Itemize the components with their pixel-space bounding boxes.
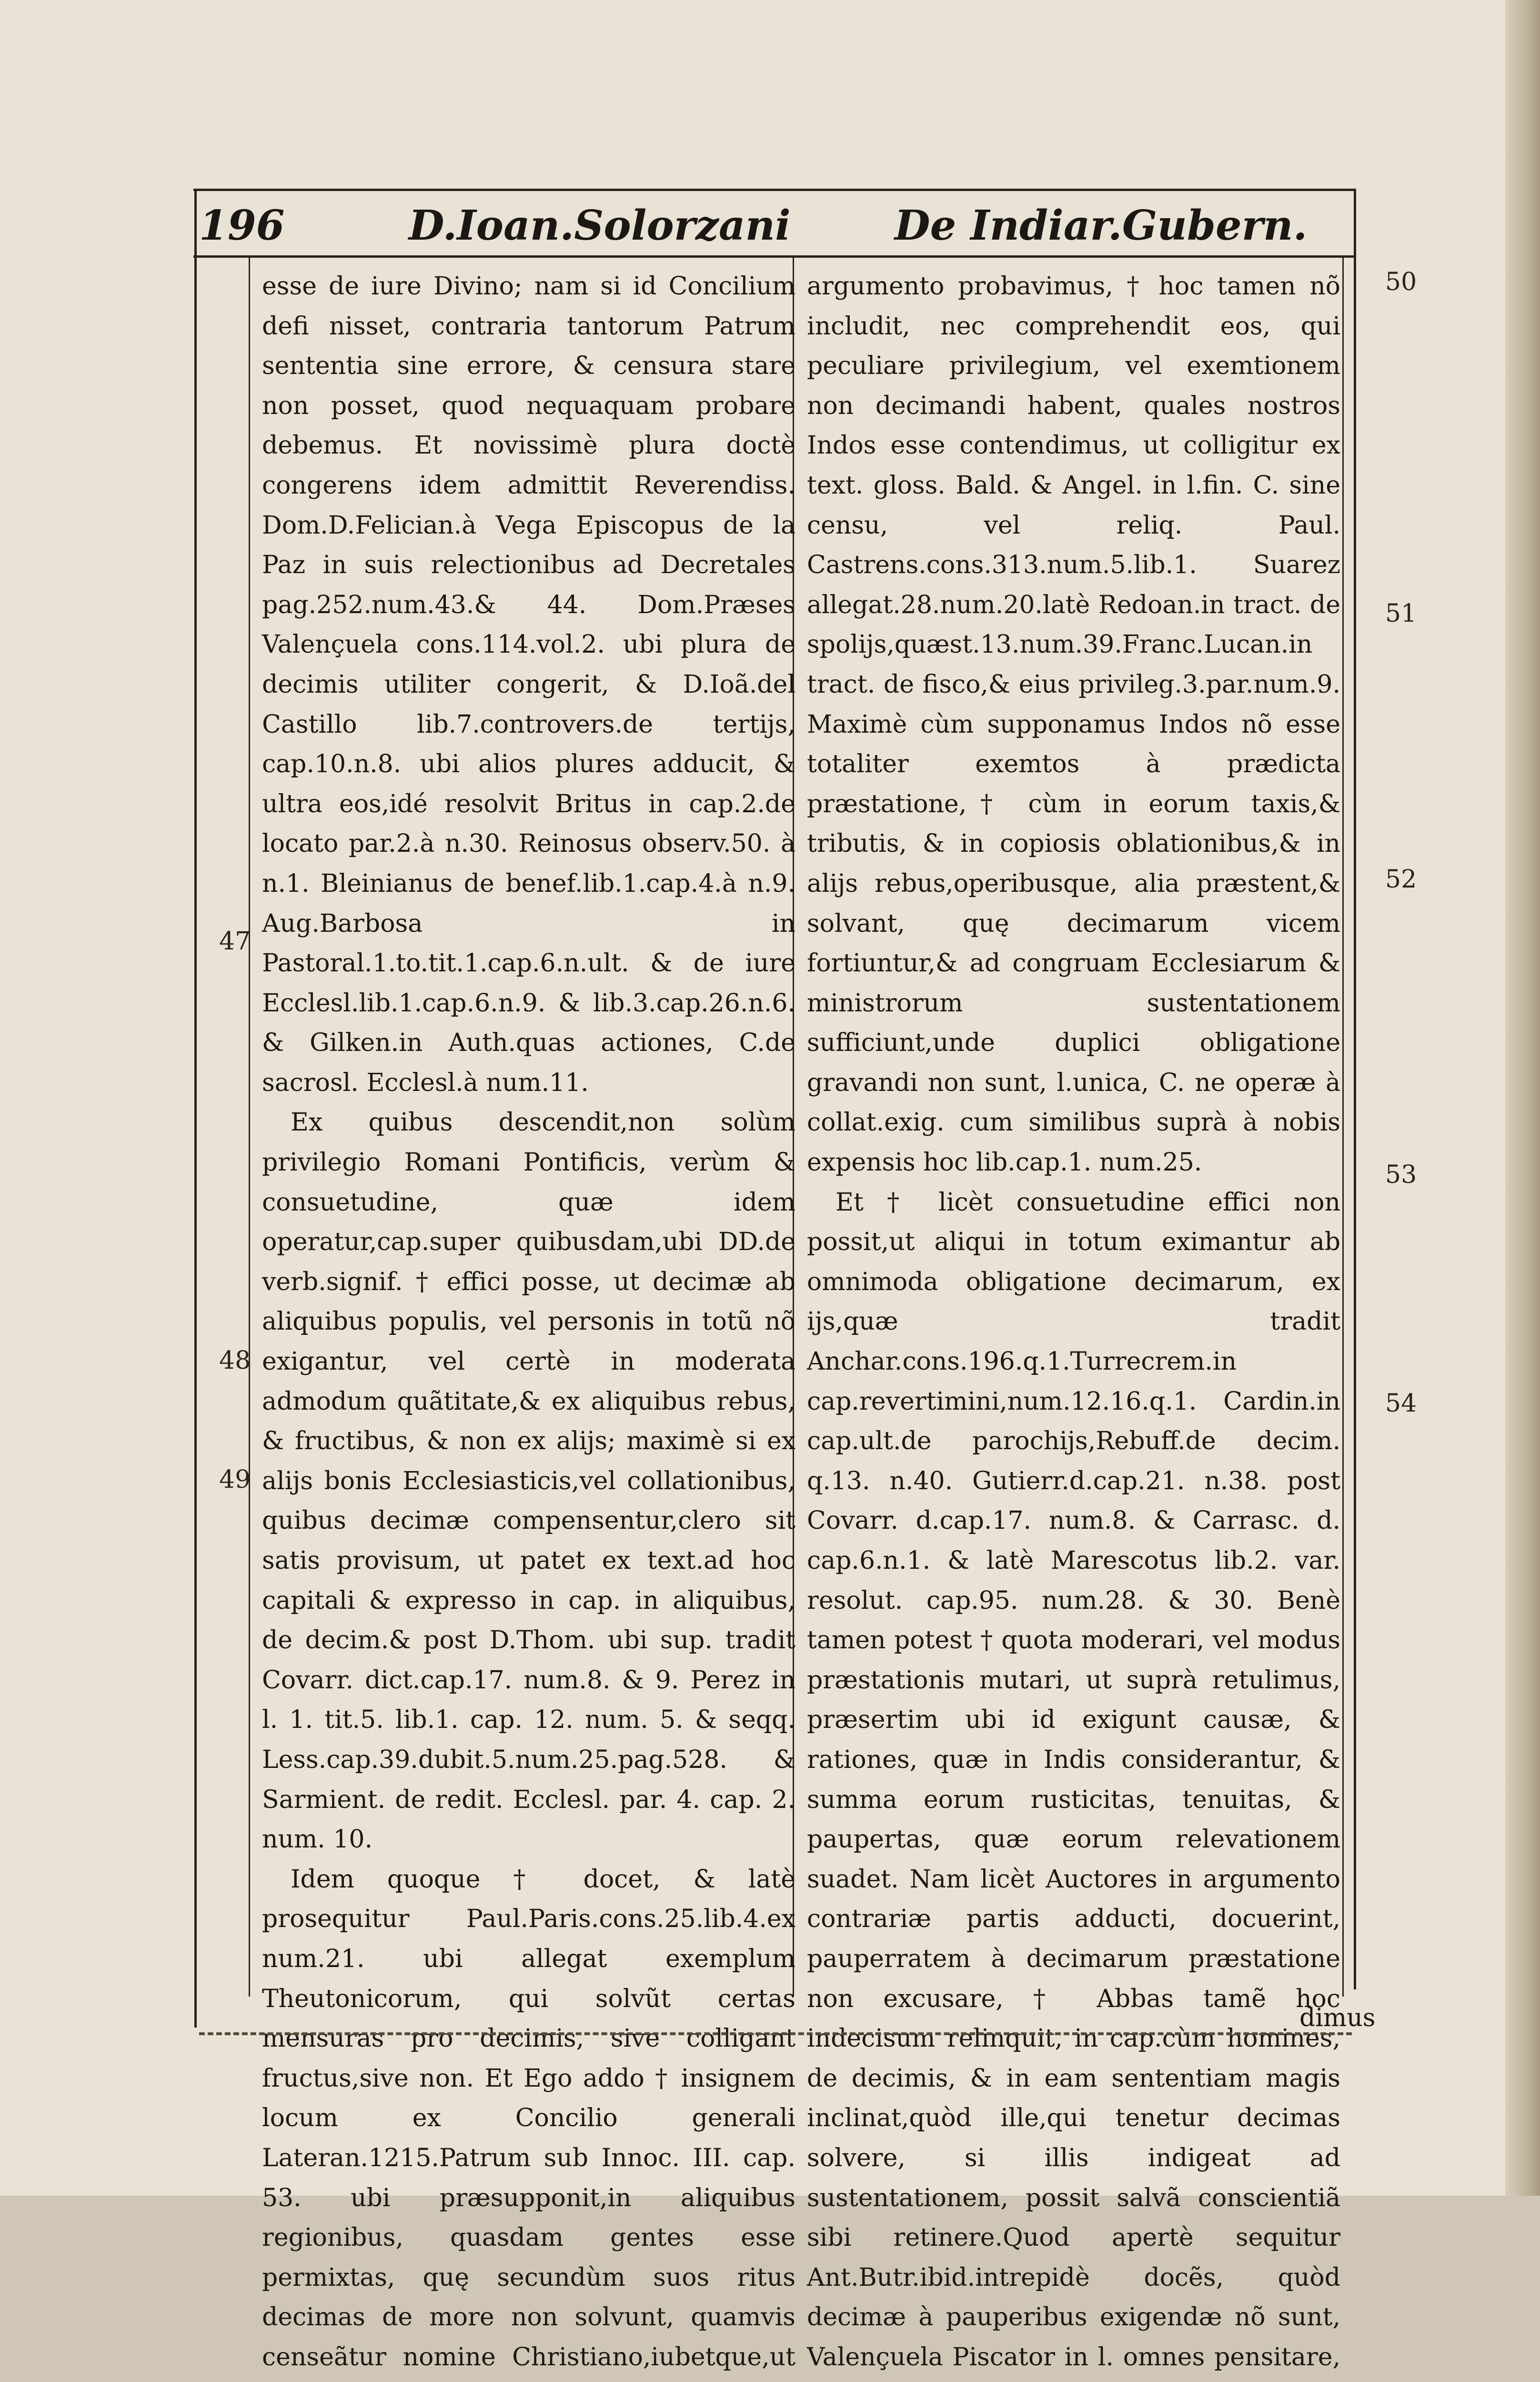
frame-left-rule	[194, 189, 197, 2028]
paragraph-text: Idem quoque † docet, & latè prosequitur Paul.Paris.cons.25.lib.4.ex num.21. ubi allegat exemplum Theutonicorum, qui solvũt certas mensuras pro decimis, sive colligant fructus,sive non. Et Ego addo † insignem locum ex Concilio generali Lateran.1215.Patrum sub Innoc. III. cap. 53. ubi præsupponit,in aliquibus regionibus, quasdam gentes esse permixtas, quę secundùm suos ritus decimas de more non solvunt, quamvis censeãtur nomine Christiano,iubetque,ut	[262, 1865, 795, 2372]
margin-number: 54	[1385, 1389, 1417, 1418]
right-column	[807, 267, 1340, 2382]
page-edge	[1505, 0, 1540, 2196]
running-head-author: D.Ioan.Solorzani	[409, 202, 791, 250]
page-number: 196	[199, 202, 285, 250]
bottom-dashed-rule	[199, 2032, 1352, 2035]
running-head-title: De Indiar.Gubern.	[895, 202, 1308, 250]
margin-number: 47	[219, 927, 251, 956]
paragraph: Et † licèt consuetudine effici non possit,ut aliqui in totum eximantur ab omnimoda obligatione decimarum, ex ijs,quæ tradit Anchar.cons.196.q.1.Turrecrem.in cap.revertimini,num.12.16.q.1. Cardin.in cap.ult.de parochijs,Rebuff.de decim. q.13. n.40. Gutierr.d.cap.21. n.38. post Covarr. d.cap.17. num.8. & Carrasc. d. cap.6.n.1. & latè Marescotus lib.2. var. resolut. cap.95. num.28. & 30. Benè tamen potest † quota moderari, vel modus præstationis mutari, ut suprà retulimus, præsertim ubi id exigunt causæ, & rationes, quæ in Indis considerantur, & summa eorum rusticitas, tenuitas, & paupertas, quæ eorum relevationem suadet. Nam licèt Auctores in argumento contrariæ partis adducti, docuerint, pauperratem à decimarum præstatione non excusare, † Abbas tamẽ hoc indecisum relinquit, in cap.cùm homines, de decimis, & in eam sententiam magis inclinat,quòd ille,qui tenetur decimas solvere, si illis indigeat ad sustentationem, possit salvã conscientiã sibi retinere.Quod apertè sequitur Ant.Butr.ibid.intrepidè docẽs, quòd decimæ à pauperibus exigendæ nõ sunt, Valençuela Piscator in l. omnes pensitare,	[807, 1188, 1340, 2372]
margin-number: 53	[1385, 1161, 1417, 1189]
printed-area	[190, 189, 1417, 2372]
margin-number: 50	[1385, 268, 1417, 296]
paragraph: Ex quibus descendit,non solùm privilegio Romani Pontificis, verùm & consuetudine, quæ idem operatur,cap.super quibusdam,ubi DD.de verb.signif. † effici posse, ut decimæ ab aliquibus populis, vel personis in totũ nõ exigantur, vel certè in moderata admodum quãtitate,& ex aliquibus rebus, & fructibus, & non ex alijs; maximè si ex alijs bonis Ecclesiasticis,vel collationibus, quibus decimæ compensentur,clero sit satis provisum, ut patet ex text.ad hoc capitali & expresso in cap. in aliquibus, de decim.& post D.Thom. ubi sup. tradit Covarr. dict.cap.17. num.8. & 9. Perez in l. 1. tit.5. lib.1. cap. 12. num. 5. & seqq. Less.cap.39.dubit.5.num.25.pag.528. & Sarmient. de redit. Ecclesl. par. 4. cap. 2. num. 10.	[262, 1108, 795, 1854]
margin-number: 49	[219, 1465, 251, 1494]
paragraph	[262, 1860, 795, 2382]
paragraph: argumento probavimus, † hoc tamen nõ includit, nec comprehendit eos, qui peculiare privilegium, vel exemtionem non decimandi habent, quales nostros Indos esse contendimus, ut colligitur ex text. gloss. Bald. & Angel. in l.fin. C. sine censu, vel reliq. Paul. Castrens.cons.313.num.5.lib.1. Suarez allegat.28.num.20.latè Redoan.in tract. de spolijs,quæst.13.num.39.Franc.Lucan.in tract. de fisco,& eius privileg.3.par.num.9. Maximè cùm supponamus Indos nõ esse totaliter exemtos à prædicta præstatione,† cùm in eorum taxis,& tributis, & in copiosis oblationibus,& in alijs rebus,operibusque, alia præstent,& solvant, quę decimarum vicem fortiuntur,& ad congruam Ecclesiarum & ministrorum sustentationem sufficiunt,unde duplici obligatione gravandi non sunt, l.unica, C. ne operæ à collat.exig. cum similibus suprà à nobis expensis hoc lib.cap.1. num.25.	[807, 272, 1340, 1177]
margin-number: 51	[1385, 599, 1417, 628]
catchword: dimus	[1299, 2004, 1376, 2032]
inner-left-rule	[249, 258, 250, 1997]
left-column	[262, 267, 795, 2382]
inner-right-rule	[1342, 258, 1344, 1997]
margin-number: 52	[1385, 865, 1417, 894]
paragraph: esse de iure Divino; nam si id Concilium defi nisset, contraria tantorum Patrum sententia sine errore, & censura stare non posset, quod nequaquam probare debemus. Et novissimè plura doctè congerens idem admittit Reverendiss. Dom.D.Felician.à Vega Episcopus de la Paz in suis relectionibus ad Decretales pag.252.num.43.& 44. Dom.Præses Valençuela cons.114.vol.2. ubi plura de decimis utiliter congerit, & D.Ioã.del Castillo lib.7.controvers.de tertijs, cap.10.n.8. ubi alios plures adducit, & ultra eos,idé resolvit Britus in cap.2.de locato par.2.à n.30. Reinosus observ.50. à n.1. Bleinianus de benef.lib.1.cap.4.à n.9. Aug.Barbosa in Pastoral.1.to.tit.1.cap.6.n.ult. & de iure Ecclesl.lib.1.cap.6.n.9. & lib.3.cap.26.n.6. & Gilken.in Auth.quas actiones, C.de sacrosl. Ecclesl.à num.11.	[262, 272, 795, 1097]
frame-right-rule	[1354, 189, 1356, 1989]
margin-number: 48	[219, 1346, 251, 1375]
running-header	[190, 189, 1358, 260]
